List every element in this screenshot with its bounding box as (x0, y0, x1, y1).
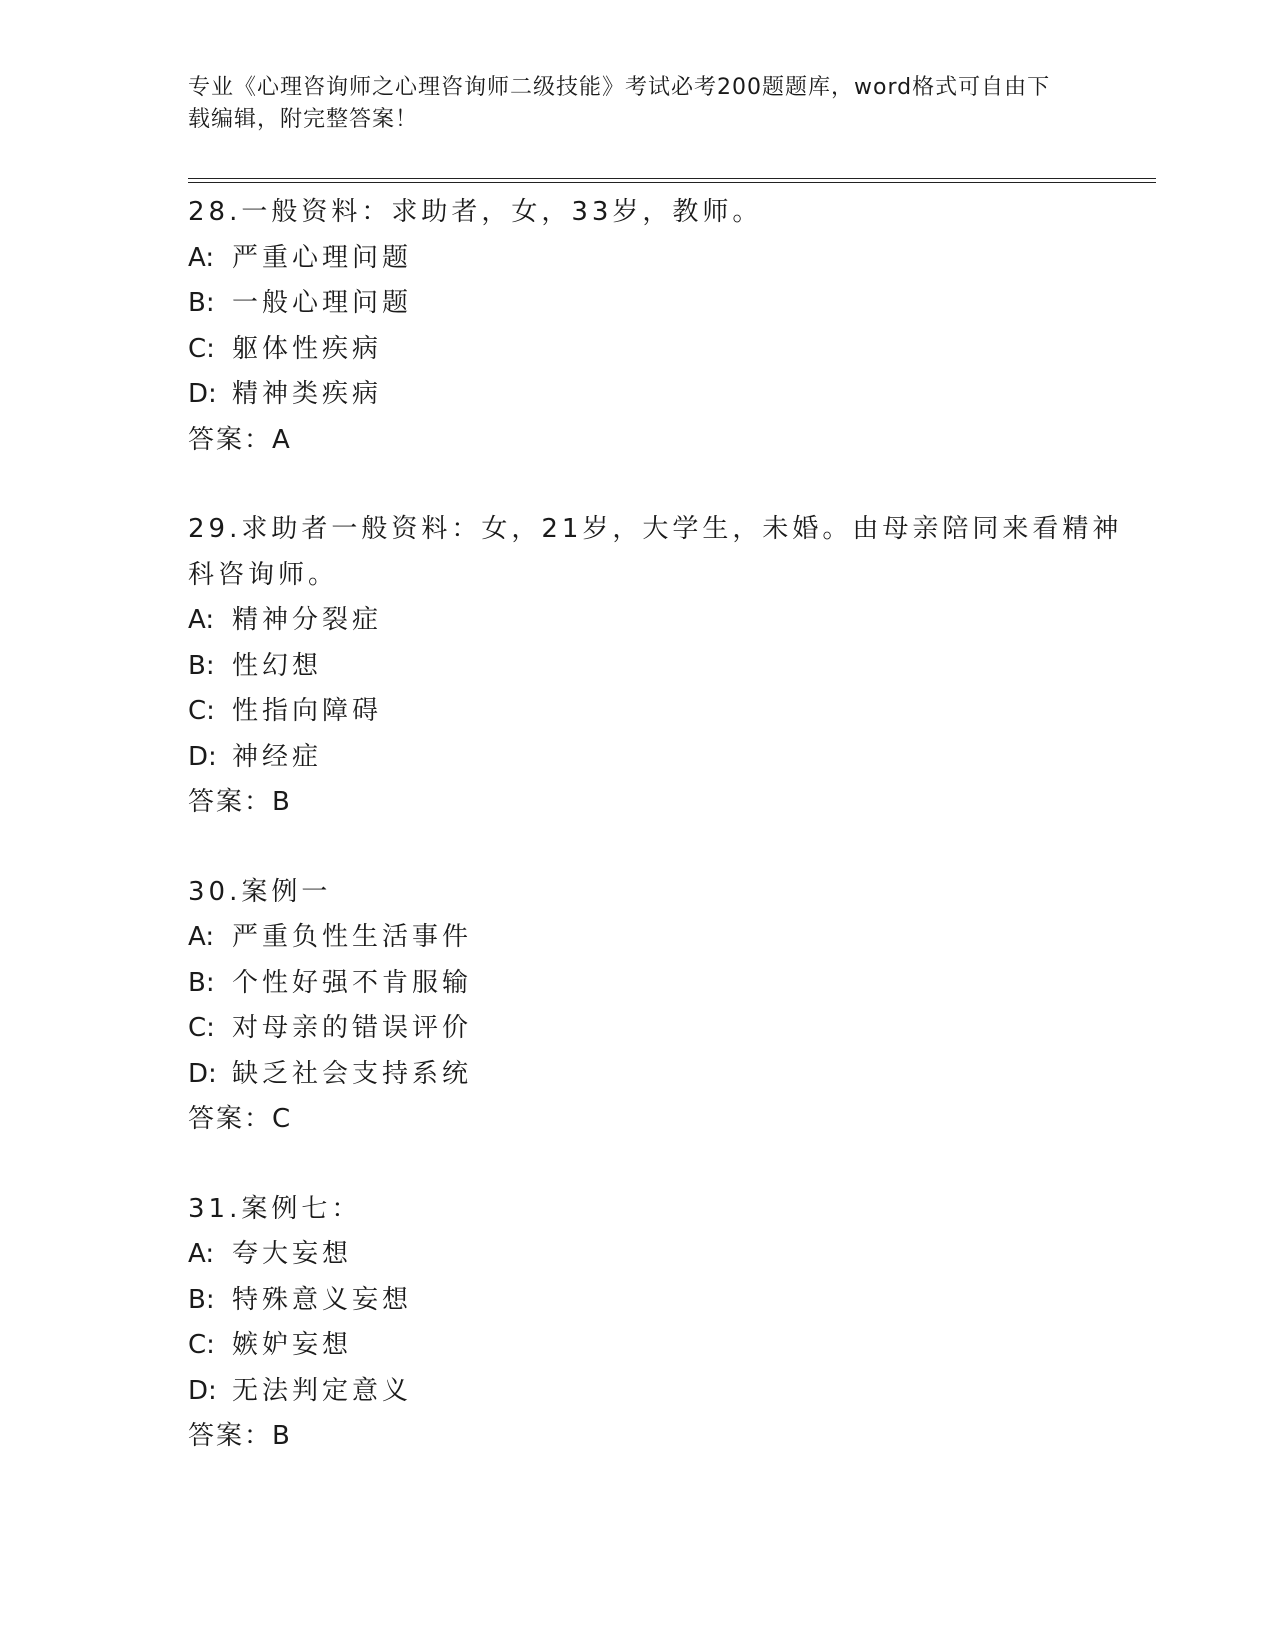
option-text: 特殊意义妄想 (232, 1284, 413, 1315)
option-text: 精神类疾病 (232, 379, 383, 409)
header-divider-top (188, 178, 1156, 179)
option-text: 夸大妄想 (232, 1239, 353, 1269)
question-stem: 30.案例一 (188, 876, 332, 907)
option-text: 个性好强不肯服输 (232, 967, 473, 998)
option-c (188, 1006, 1128, 1052)
option-b (188, 961, 1128, 1007)
option-b (188, 281, 1128, 327)
option-letter: A: (188, 242, 215, 273)
option-letter: C: (188, 333, 215, 364)
option-text: 嫉妒妄想 (232, 1330, 353, 1360)
option-letter: C: (188, 1330, 215, 1360)
option-c (188, 689, 1128, 735)
question-list (188, 190, 1128, 1504)
option-letter: A: (188, 922, 215, 952)
option-text: 躯体性疾病 (232, 333, 383, 364)
option-text: 性幻想 (232, 650, 323, 681)
question-stem: 29.求助者一般资料：女，21岁，大学生，未婚。由母亲陪同来看精神科咨询师。 (188, 514, 1123, 590)
option-a (188, 915, 1128, 961)
option-text: 神经症 (232, 741, 323, 772)
option-letter: D: (188, 1375, 217, 1406)
option-d (188, 1052, 1128, 1098)
option-letter: D: (188, 379, 217, 409)
option-letter: B: (188, 1284, 215, 1315)
document-header: 专业《心理咨询师之心理咨询师二级技能》考试必考200题题库，word格式可自由下载编辑，附完整答案！ (188, 75, 1051, 132)
option-d (188, 1369, 1128, 1415)
question-28 (188, 190, 1128, 463)
option-letter: C: (188, 696, 215, 726)
option-a (188, 1232, 1128, 1278)
option-text: 对母亲的错误评价 (232, 1013, 473, 1043)
option-letter: A: (188, 605, 215, 635)
option-c (188, 1323, 1128, 1369)
header-divider-bottom (188, 182, 1156, 183)
option-d (188, 735, 1128, 781)
option-b (188, 644, 1128, 690)
question-stem: 28.一般资料：求助者，女，33岁，教师。 (188, 197, 763, 227)
option-text: 精神分裂症 (232, 605, 383, 635)
option-a (188, 236, 1128, 282)
option-text: 无法判定意义 (232, 1375, 413, 1406)
question-30 (188, 870, 1128, 1143)
option-letter: B: (188, 967, 215, 998)
answer-line: 答案：A (188, 424, 292, 455)
answer-line: 答案：B (188, 1421, 292, 1451)
option-a (188, 598, 1128, 644)
answer-line: 答案：C (188, 1104, 293, 1134)
answer-line: 答案：B (188, 787, 292, 817)
option-letter: B: (188, 288, 215, 318)
option-letter: A: (188, 1239, 215, 1269)
option-d (188, 372, 1128, 418)
question-stem: 31.案例七： (188, 1193, 362, 1224)
option-text: 缺乏社会支持系统 (232, 1058, 473, 1089)
option-letter: B: (188, 650, 215, 681)
option-c (188, 327, 1128, 373)
option-letter: D: (188, 1058, 217, 1089)
option-b (188, 1278, 1128, 1324)
option-text: 严重心理问题 (232, 242, 413, 273)
option-letter: C: (188, 1013, 215, 1043)
question-31 (188, 1187, 1128, 1460)
option-letter: D: (188, 741, 217, 772)
question-29 (188, 507, 1128, 826)
option-text: 严重负性生活事件 (232, 922, 473, 952)
option-text: 一般心理问题 (232, 288, 413, 318)
option-text: 性指向障碍 (232, 696, 383, 726)
